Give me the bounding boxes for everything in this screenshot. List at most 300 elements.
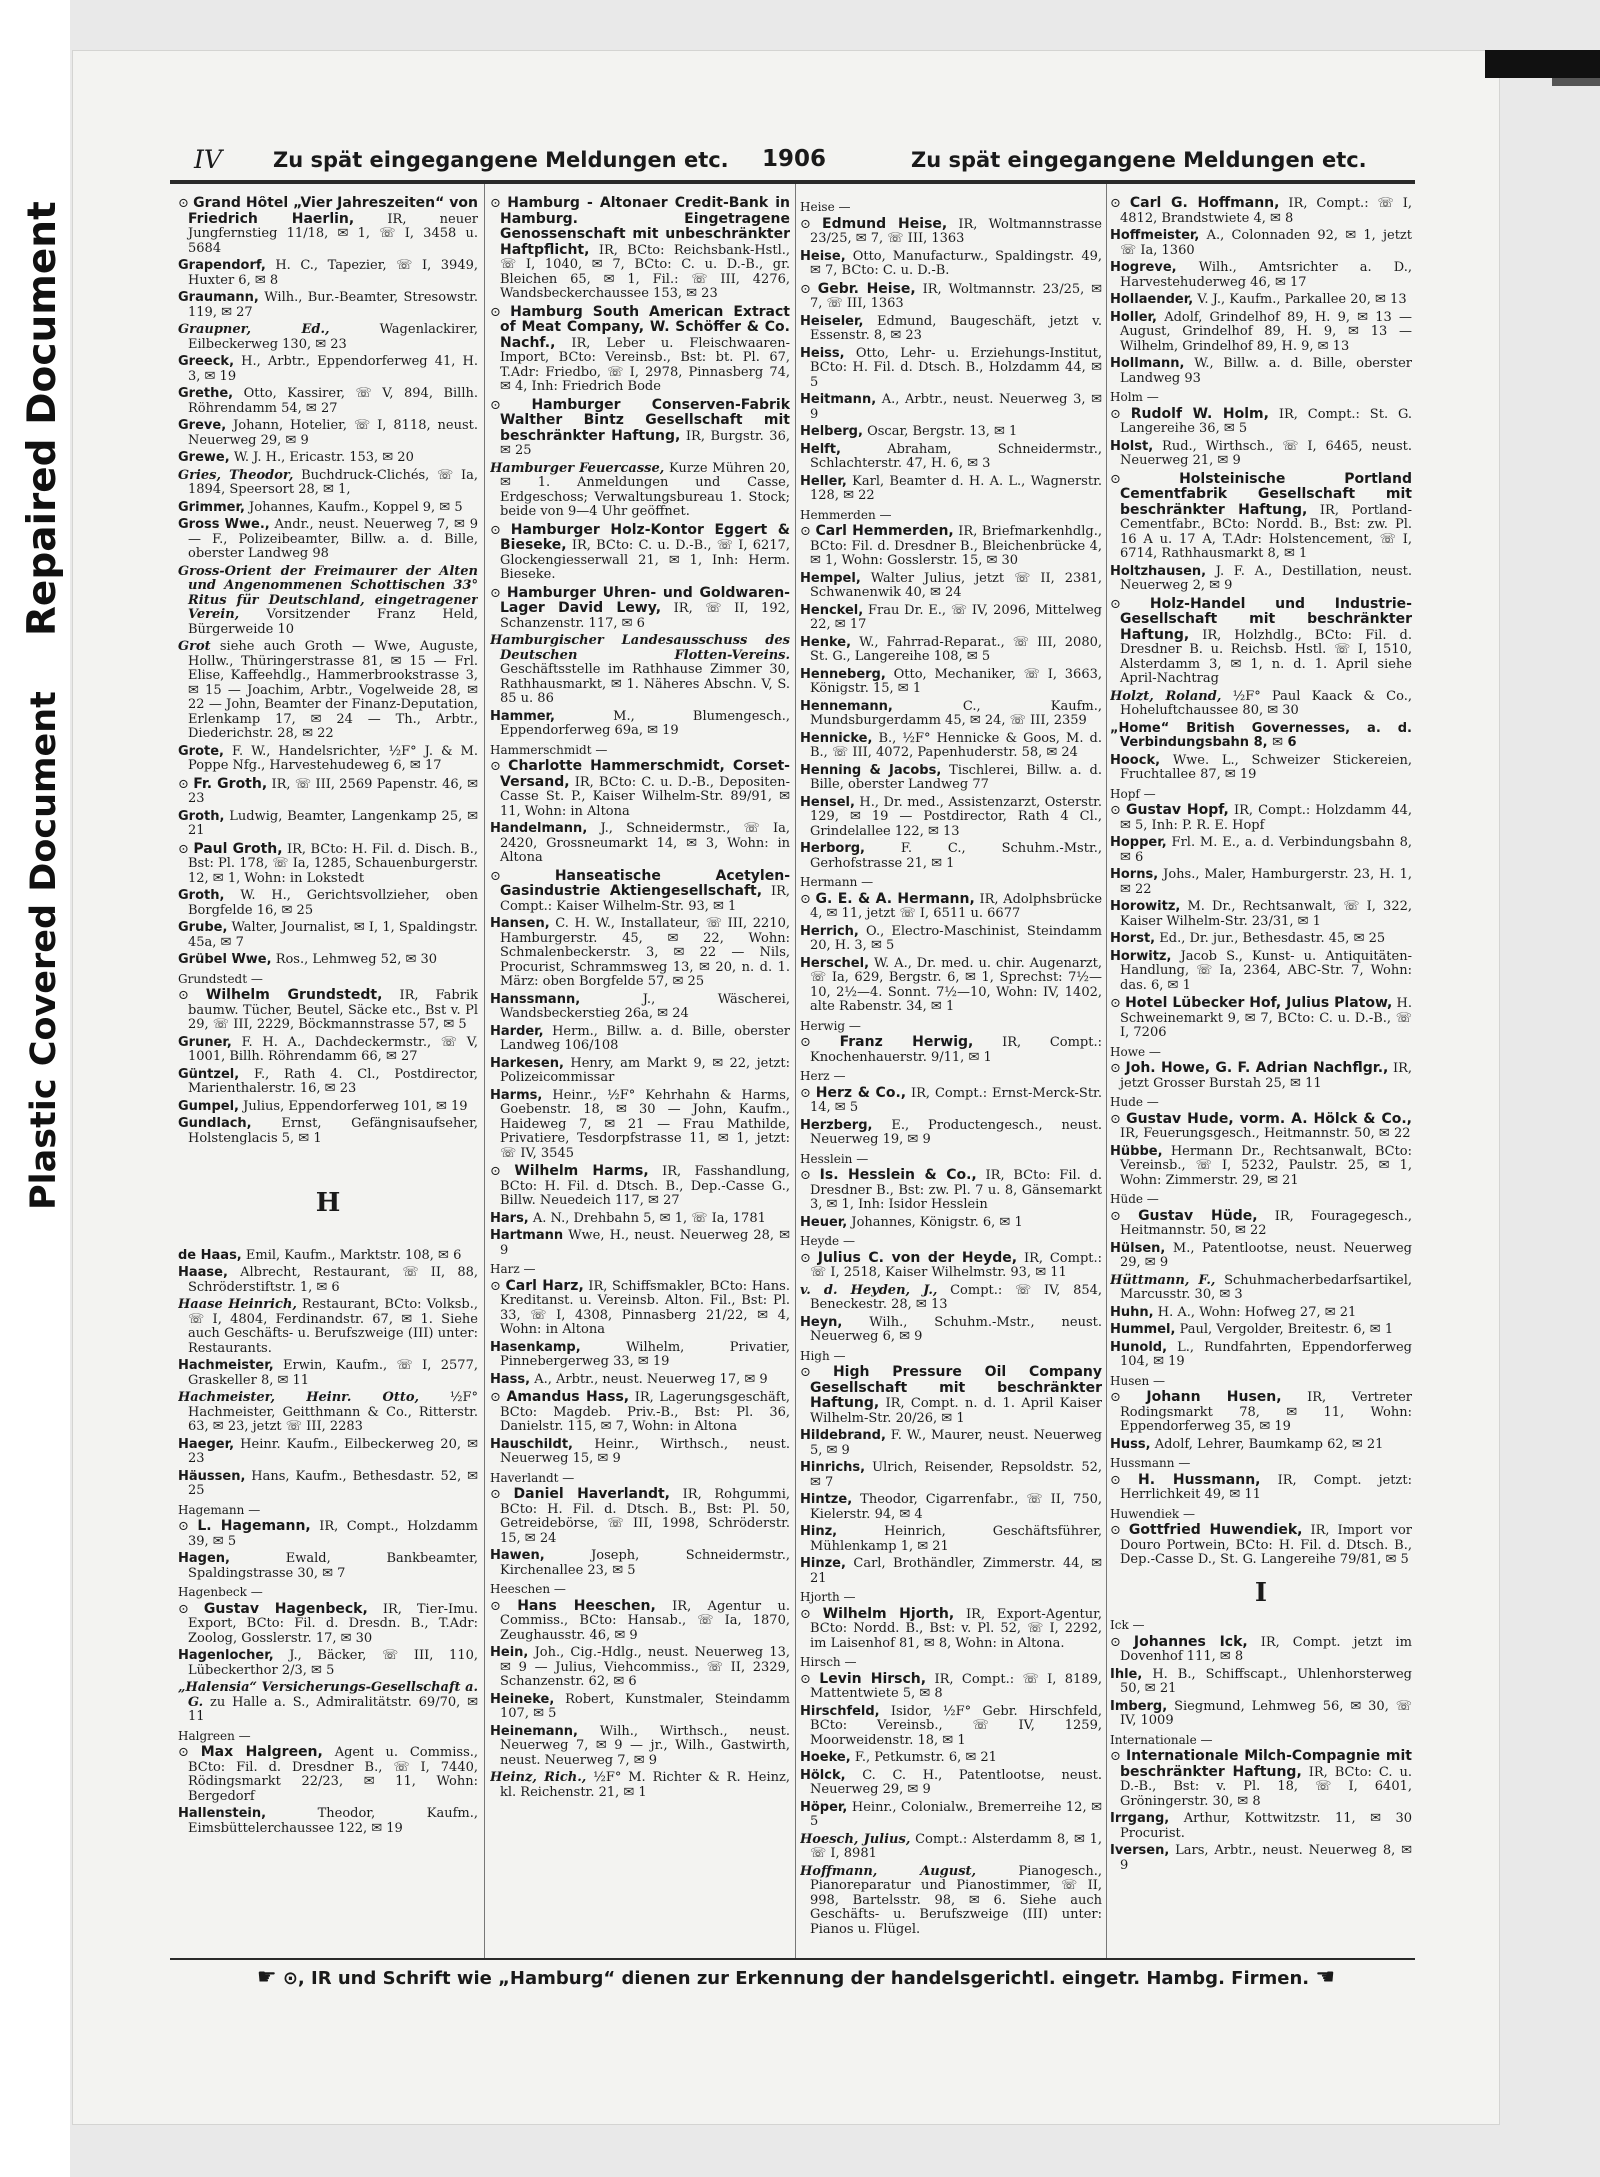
- entry-name: Fr. Groth,: [193, 775, 268, 792]
- column-divider-1: [484, 184, 485, 1958]
- entry-details: IR, Compt. jetzt: Herrlichkeit 49, ✉ 11: [1120, 1472, 1412, 1502]
- entry-name: Hennemann,: [800, 698, 893, 714]
- directory-entry: [1110, 1341, 1412, 1370]
- directory-entry: [1110, 1274, 1412, 1303]
- header-title-left: Zu spät eingegangene Meldungen etc.: [273, 148, 729, 172]
- directory-entry: [1110, 1145, 1412, 1189]
- entry-name: de Haas,: [178, 1247, 242, 1263]
- registered-firm-icon: ⊙: [178, 1519, 198, 1534]
- entry-details: Wwe, H., neust. Neuerweg 28, ✉ 9: [500, 1228, 790, 1258]
- entry-details: F., Petkumstr. 6, ✉ 21: [854, 1750, 997, 1765]
- registered-firm-icon: ⊙: [178, 1601, 204, 1617]
- entry-details: Henry, am Markt 9, ✉ 22, jetzt: Polizeicommissar: [500, 1055, 790, 1085]
- entry-name: Carl Hemmerden,: [815, 523, 954, 539]
- entry-name: Gustav Hagenbeck,: [203, 1600, 368, 1617]
- entry-details: Andr., neust. Neuerweg 7, ✉ 9 — F., Polizeibeamter, Billw. a. d. Bille, oberster Landweg 98: [188, 517, 478, 561]
- registered-firm-icon: ⊙: [490, 1390, 507, 1405]
- entry-details: H. C., Tapezier, ☏ I, 3949, Huxter 6, ✉ 8: [188, 258, 478, 288]
- directory-entry: [490, 1089, 790, 1162]
- directory-entry: [178, 1359, 478, 1388]
- section-heading: [178, 1585, 478, 1600]
- directory-entry: [178, 777, 478, 807]
- entry-details: zu Halle a. S., Admiralitätstr. 69/70, ✉ 11: [188, 1694, 478, 1724]
- entry-details: J., Bäcker, ☏ III, 110, Lübeckerthor 2/3, ✉ 5: [188, 1648, 478, 1678]
- entry-details: ½F° M. Richter & R. Heinz, kl. Reichenstr. 21, ✉ 1: [500, 1770, 790, 1800]
- registered-firm-icon: ⊙: [1110, 1390, 1147, 1405]
- directory-entry: [800, 1365, 1102, 1426]
- entry-name: Wilhelm Harms,: [514, 1163, 649, 1179]
- entry-name: Hogreve,: [1110, 260, 1177, 275]
- entry-name: Hüde —: [1110, 1192, 1159, 1206]
- entry-details: Emil, Kaufm., Marktstr. 108, ✉ 6: [245, 1247, 462, 1263]
- directory-entry: [178, 1681, 478, 1725]
- entry-details: Otto, Mechaniker, ☏ I, 3663, Königstr. 15, ✉ 1: [810, 666, 1102, 696]
- directory-entry: [1110, 565, 1412, 594]
- directory-entry: [1110, 1844, 1412, 1873]
- directory-entry: [800, 1769, 1102, 1798]
- entry-details: Heinr., Wirthsch., neust. Neuerweg 15, ✉ 9: [500, 1436, 790, 1466]
- directory-entry: [800, 347, 1102, 391]
- section-heading: [800, 200, 1102, 215]
- directory-entry: [1110, 950, 1412, 994]
- section-heading: [800, 508, 1102, 523]
- entry-name: Daniel Haverlandt,: [513, 1486, 670, 1502]
- directory-entry: [800, 1607, 1102, 1652]
- directory-entry: [800, 1251, 1102, 1281]
- entry-name: Hamburgischer Landesausschuss des Deutschen Flotten-Vereins.: [490, 633, 790, 663]
- entry-name: Grewe,: [178, 450, 230, 465]
- entry-name: Greve,: [178, 418, 227, 433]
- entry-name: Grapendorf,: [178, 258, 266, 273]
- registered-firm-icon: ⊙: [1110, 196, 1130, 211]
- directory-entry: [490, 1693, 790, 1722]
- directory-entry: [1110, 868, 1412, 897]
- directory-entry: [178, 387, 478, 416]
- registered-firm-icon: ⊙: [178, 1745, 201, 1760]
- entry-name: Irrgang,: [1110, 1811, 1170, 1826]
- page-header: [178, 141, 1410, 181]
- directory-entry: [800, 700, 1102, 729]
- entry-details: V. J., Kaufm., Parkallee 20, ✉ 13: [1197, 292, 1407, 307]
- directory-entry: [1110, 1473, 1412, 1503]
- entry-details: IR, Tier-Imu. Export, BCto: Fil. d. Dresdn. B., T.Adr: Zoolog, Gosslerstr. 17, ✉ 30: [188, 1601, 478, 1646]
- directory-entry: [800, 1672, 1102, 1702]
- directory-entry: [800, 443, 1102, 472]
- entry-details: IR, Compt., Holzdamm 39, ✉ 5: [188, 1519, 478, 1549]
- entry-name: Hachmeister, Heinr. Otto,: [178, 1390, 420, 1405]
- entry-details: Johann, Hotelier, ☏ I, 8118, neust. Neuerweg 29, ✉ 9: [188, 418, 478, 448]
- entry-name: Graupner, Ed.,: [178, 322, 330, 337]
- directory-entry: [490, 869, 790, 915]
- entry-name: Herzberg,: [800, 1117, 873, 1133]
- entry-details: IR, Fouragegesch., Heitmannstr. 50, ✉ 22: [1120, 1208, 1412, 1238]
- directory-entry: [178, 565, 478, 638]
- entry-name: Groth,: [178, 888, 225, 903]
- page-number: IV: [194, 145, 222, 174]
- entry-details: Arthur, Kottwitzstr. 11, ✉ 30 Procurist.: [1120, 1811, 1412, 1841]
- directory-entry: [1110, 472, 1412, 562]
- directory-entry: [178, 889, 478, 918]
- entry-details: IR, BCto: Fil. d. Dresdner B., Bst: zw. Pl. 7 u. 8, Gänsemarkt 3, ✉ 1, Inh: Isidor Hesslein: [810, 1168, 1102, 1212]
- entry-name: Gustav Hopf,: [1125, 802, 1229, 818]
- section-heading: [490, 1471, 790, 1486]
- directory-entry: [178, 1519, 478, 1549]
- pointing-hand-right-icon: ☚: [1315, 1965, 1336, 1990]
- directory-entry: [800, 475, 1102, 504]
- entry-details: H. B., Schiffscapt., Uhlenhorsterweg 50, ✉ 21: [1120, 1666, 1412, 1696]
- entry-details: IR, neuer Jungfernstieg 11/18, ✉ 1, ☏ I, 3458 u. 5684: [188, 211, 478, 256]
- directory-entry: [1110, 1390, 1412, 1435]
- directory-entry: [800, 925, 1102, 954]
- directory-entry: [800, 572, 1102, 601]
- registered-firm-icon: ⊙: [490, 1598, 518, 1614]
- section-heading: [800, 1069, 1102, 1084]
- directory-entry: [490, 398, 790, 459]
- entry-name: Hans Heeschen,: [517, 1597, 656, 1614]
- entry-details: Walter, Journalist, ✉ I, 1, Spaldingstr. 45a, ✉ 7: [188, 920, 478, 950]
- entry-name: Hülsen,: [1110, 1240, 1166, 1256]
- entry-name: Hollaender,: [1110, 292, 1194, 307]
- entry-name: Heinemann,: [490, 1723, 578, 1739]
- directory-entry: [178, 196, 478, 256]
- entry-name: Hars,: [490, 1210, 529, 1226]
- entry-details: Frl. M. E., a. d. Verbindungsbahn 8, ✉ 6: [1120, 835, 1412, 865]
- registered-firm-icon: ⊙: [1110, 471, 1180, 487]
- section-heading: [490, 1582, 790, 1597]
- entry-details: Wilh., Schuhm.-Mstr., neust. Neuerweg 6, ✉ 9: [810, 1314, 1102, 1344]
- entry-details: Ernst, Gefängnisaufseher, Holstenglacis 5, ✉ 1: [188, 1116, 478, 1146]
- directory-entry: [178, 810, 478, 839]
- directory-entry: [178, 1266, 478, 1295]
- directory-entry: [1110, 754, 1412, 783]
- entry-name: Hagenlocher,: [178, 1648, 274, 1663]
- entry-details: IR, Compt. n. d. 1. April Kaiser Wilhelm-Str. 20/26, ✉ 1: [810, 1396, 1102, 1426]
- entry-details: Otto, Kassirer, ☏ V, 894, Billh. Röhrendamm 54, ✉ 27: [188, 386, 478, 416]
- directory-entry: [178, 355, 478, 384]
- section-letter: I: [1254, 1577, 1268, 1608]
- section-heading: [1110, 1045, 1412, 1060]
- entry-name: Hamburger Feuercasse,: [490, 460, 665, 476]
- directory-entry: [178, 1470, 478, 1499]
- entry-details: F., Rath 4. Cl., Postdirector, Marienthalerstr. 16, ✉ 23: [188, 1066, 478, 1096]
- entry-name: Grube,: [178, 920, 228, 935]
- directory-entry: [490, 1341, 790, 1370]
- column-2: [490, 196, 790, 1952]
- entry-name: Harder,: [490, 1023, 544, 1039]
- directory-entry: [1110, 900, 1412, 929]
- entry-details: IR, jetzt Grosser Burstah 25, ✉ 11: [1120, 1061, 1412, 1091]
- entry-name: Haverlandt —: [490, 1470, 575, 1485]
- entry-name: Hammer,: [490, 708, 555, 724]
- directory-entry: [1110, 229, 1412, 258]
- entry-name: Gustav Hüde,: [1138, 1207, 1258, 1224]
- directory-entry: [1110, 1323, 1412, 1338]
- registered-firm-icon: ⊙: [1110, 1523, 1129, 1538]
- directory-entry: [1110, 311, 1412, 355]
- entry-details: H., Dr. med., Assistenzarzt, Osterstr. 129, ✉ 19 — Postdirector, Rath 4 Cl., Grindelallee 122, ✉ 13: [810, 794, 1102, 839]
- entry-name: Gustav Hude, vorm. A. Hölck & Co.,: [1126, 1110, 1412, 1127]
- directory-entry: [1110, 440, 1412, 469]
- entry-details: C., Kaufm., Mundsburgerdamm 45, ✉ 24, ☏ III, 2359: [810, 698, 1102, 728]
- directory-entry: [800, 1493, 1102, 1522]
- directory-entry: [178, 921, 478, 950]
- directory-entry: [178, 1068, 478, 1097]
- entry-details: IR, Schiffsmakler, BCto: Hans. Kreditanst. u. Vereinsb. Alton. Fil., Bst: Pl. 33, ☏ I, 4308, Pinnasberg 21/22, ✉ 4, Wohn: in Altona: [500, 1278, 790, 1337]
- entry-details: IR, Woltmannstrasse 23/25, ✉ 7, ☏ III, 1363: [810, 216, 1102, 246]
- entry-name: Hanssmann,: [490, 991, 581, 1007]
- entry-name: Carl Harz,: [505, 1277, 584, 1294]
- section-heading: [800, 1152, 1102, 1167]
- entry-details: J. F. A., Destillation, neust. Neuerweg 2, ✉ 9: [1120, 563, 1412, 593]
- registered-firm-icon: ⊙: [1110, 1749, 1126, 1764]
- entry-details: IR, Compt.: Holzdamm 44, ✉ 5, Inh: P. R. E. Hopf: [1120, 803, 1412, 833]
- directory-entry: [490, 1164, 790, 1209]
- entry-name: Hinz,: [800, 1524, 838, 1539]
- directory-entry: [800, 393, 1102, 422]
- entry-details: Albrecht, Restaurant, ☏ II, 88, Schröderstiftstr. 1, ✉ 6: [188, 1265, 478, 1295]
- directory-entry: [1110, 722, 1412, 751]
- directory-entry: [800, 1751, 1102, 1766]
- entry-details: C. H. W., Installateur, ☏ III, 2210, Hamburgerstr. 45, ✉ 22, Wohn: Schmalenbeckerstr. 3, ✉ 22 — Nils, Procurist, Schrammsweg 13, ✉ 20, n. d. 1. März: oben Borgfelde 57, ✉ 25: [500, 916, 790, 989]
- directory-entry: [1110, 1112, 1412, 1142]
- entry-name: Hass,: [490, 1371, 531, 1387]
- entry-details: Erwin, Kaufm., ☏ I, 2577, Graskeller 8, ✉ 11: [188, 1358, 478, 1388]
- entry-name: Hoesch, Julius,: [800, 1831, 911, 1847]
- column-1: [178, 196, 478, 1952]
- entry-details: Carl, Brothändler, Zimmerstr. 44, ✉ 21: [810, 1556, 1102, 1586]
- header-year: 1906: [762, 146, 827, 172]
- registered-firm-icon: ⊙: [1110, 1111, 1127, 1127]
- registered-firm-icon: ⊙: [490, 1487, 514, 1502]
- registered-firm-icon: ⊙: [800, 1085, 816, 1101]
- entry-details: IR, BCto: C. u. D.-B., Bst: v. Pl. 18, ☏ I, 6401, Gröningerstr. 30, ✉ 8: [1120, 1764, 1412, 1809]
- entry-name: Gries, Theodor,: [178, 467, 294, 483]
- directory-entry: [490, 1025, 790, 1054]
- registered-firm-icon: ⊙: [490, 196, 508, 211]
- entry-details: W. H., Gerichtsvollzieher, oben Borgfelde 16, ✉ 25: [188, 888, 478, 918]
- section-heading: [800, 1234, 1102, 1249]
- entry-details: Agent u. Commiss., BCto: Fil. d. Dresdner B., ☏ I, 7440, Rödingsmarkt 22/23, ✉ 11, Wohn: Bergedorf: [188, 1745, 478, 1804]
- directory-entry: [1110, 357, 1412, 386]
- entry-details: Robert, Kunstmaler, Steindamm 107, ✉ 5: [500, 1691, 790, 1721]
- entry-name: Hartmann: [490, 1228, 564, 1243]
- entry-details: W. A., Dr. med. u. chir. Augenarzt, ☏ Ia, 629, Bergstr. 6, ✉ 1, Sprechst: 7½—10, 2½—4. Sonnt. 7½—10, Wohn: IV, 1402, alte Rabenstr. 34, ✉ 1: [810, 955, 1102, 1014]
- registered-firm-icon: ⊙: [178, 988, 206, 1003]
- directory-entry: [178, 988, 478, 1033]
- directory-entry: [178, 451, 478, 466]
- entry-name: High —: [800, 1348, 846, 1363]
- entry-name: Heyn,: [800, 1314, 843, 1330]
- entry-name: Grand Hôtel „Vier Jahreszeiten“ von Friedrich Haerlin,: [188, 196, 478, 227]
- entry-name: Heitmann,: [800, 392, 877, 407]
- entry-details: Joh., Cig.-Hdlg., neust. Neuerweg 13, ✉ 9 — Julius, Viehcommiss., ☏ II, 2329, Schanzenstr. 62, ✉ 6: [500, 1645, 790, 1689]
- entry-details: Compt.: Alsterdamm 8, ✉ 1, ☏ I, 8981: [810, 1831, 1102, 1861]
- entry-name: Hinze,: [800, 1556, 846, 1571]
- entry-name: Heineke,: [490, 1691, 555, 1707]
- directory-entry: [800, 604, 1102, 633]
- entry-name: Internationale Milch-Compagnie mit beschränkter Haftung,: [1120, 1748, 1412, 1780]
- entry-details: Wilh., Wirthsch., neust. Neuerweg 7, ✉ 9 — jr., Wilh., Gastwirth, neust. Neuerweg 7, ✉ 9: [500, 1723, 790, 1768]
- directory-entry: [1110, 261, 1412, 290]
- entry-details: Walter Julius, jetzt ☏ II, 2381, Schwanenwik 40, ✉ 24: [810, 570, 1102, 600]
- directory-entry: [1110, 1700, 1412, 1729]
- entry-name: Horns,: [1110, 867, 1159, 882]
- entry-details: Ulrich, Reisender, Repsoldstr. 52, ✉ 7: [810, 1460, 1102, 1490]
- entry-details: H. A., Wohn: Hofweg 27, ✉ 21: [1157, 1304, 1357, 1320]
- entry-name: „Halensia“ Versicherungs-Gesellschaft a. G.: [178, 1680, 478, 1710]
- entry-name: Hemmerden —: [800, 507, 892, 522]
- registered-firm-icon: ⊙: [1110, 1472, 1138, 1488]
- entry-details: W. J. H., Ericastr. 153, ✉ 20: [233, 450, 414, 465]
- directory-entry: [178, 291, 478, 320]
- entry-name: Iversen,: [1110, 1843, 1170, 1858]
- entry-name: Hensel,: [800, 794, 855, 810]
- registered-firm-icon: ⊙: [1110, 1634, 1134, 1650]
- entry-details: M., Patentlootse, neust. Neuerweg 29, ✉ 9: [1120, 1240, 1412, 1270]
- registered-firm-icon: ⊙: [1110, 996, 1126, 1011]
- section-heading: [800, 875, 1102, 890]
- directory-entry: [1110, 1438, 1412, 1453]
- entry-details: Vorsitzender Franz Held, Bürgerweide 10: [188, 607, 478, 637]
- directory-entry: [490, 1725, 790, 1769]
- entry-name: Ick —: [1110, 1618, 1145, 1632]
- section-heading: [1110, 1618, 1412, 1633]
- entry-details: Rud., Wirthsch., ☏ I, 6465, neust. Neuerweg 21, ✉ 9: [1120, 438, 1412, 468]
- registered-firm-icon: ⊙: [178, 776, 194, 792]
- directory-entry: [800, 1035, 1102, 1065]
- registered-firm-icon: ⊙: [800, 1606, 823, 1622]
- entry-details: IR, Export-Agentur, BCto: Nordd. B., Bst: v. Pl. 52, ☏ I, 2292, im Laisenhof 81, ✉ 8, Wohn: in Altona.: [810, 1606, 1102, 1651]
- entry-name: Heiseler,: [800, 313, 864, 329]
- registered-firm-icon: ⊙: [1110, 406, 1131, 422]
- entry-details: Ed., Dr. jur., Bethesdastr. 45, ✉ 25: [1159, 931, 1386, 946]
- directory-entry: [490, 634, 790, 707]
- entry-name: High Pressure Oil Company Gesellschaft mit beschränkter Haftung,: [810, 1364, 1102, 1411]
- entry-name: Rudolf W. Holm,: [1130, 405, 1269, 422]
- registered-firm-icon: ⊙: [800, 1250, 818, 1266]
- entry-details: IR, BCto: C. u. D.-B., ☏ I, 6217, Glockengiesserwall 21, ✉ 1, Inh: Herm. Bieseke.: [500, 538, 790, 582]
- entry-details: IR, Adolphsbrücke 4, ✉ 11, jetzt ☏ I, 6511 u. 6677: [810, 891, 1102, 921]
- entry-details: Johs., Maler, Hamburgerstr. 23, H. 1, ✉ 22: [1120, 867, 1412, 897]
- entry-details: Schuhmacherbedarfsartikel, Marcusstr. 30, ✉ 3: [1120, 1272, 1412, 1302]
- registered-firm-icon: ⊙: [490, 585, 507, 601]
- entry-details: Buchdruck-Clichés, ☏ Ia, 1894, Speersort 28, ✉ 1,: [188, 467, 478, 497]
- directory-entry: [178, 323, 478, 352]
- entry-name: v. d. Heyden, J.,: [800, 1282, 938, 1298]
- registered-firm-icon: ⊙: [178, 196, 194, 211]
- entry-details: A., Arbtr., neust. Neuerweg 3, ✉ 9: [810, 392, 1102, 422]
- directory-entry: [800, 1216, 1102, 1231]
- entry-details: Heinr. Kaufm., Eilbeckerweg 20, ✉ 23: [188, 1436, 478, 1466]
- entry-name: Wilhelm Hjorth,: [822, 1605, 955, 1622]
- directory-entry: [178, 469, 478, 498]
- entry-name: Helberg,: [800, 424, 863, 439]
- directory-entry: [178, 1438, 478, 1467]
- entry-name: Hachmeister,: [178, 1358, 274, 1373]
- directory-entry: [490, 1057, 790, 1086]
- entry-details: Ros., Lehmweg 52, ✉ 30: [275, 952, 438, 967]
- directory-entry: [178, 419, 478, 448]
- entry-details: Otto, Manufacturw., Spaldingstr. 49, ✉ 7, BCto: C. u. D.-B.: [810, 248, 1102, 278]
- directory-entry: [490, 305, 790, 395]
- directory-entry: [800, 796, 1102, 840]
- directory-entry: [1110, 1209, 1412, 1239]
- entry-name: Haase Heinrich,: [178, 1297, 297, 1312]
- entry-details: Ewald, Bankbeamter, Spaldingstrasse 30, ✉ 7: [188, 1551, 478, 1581]
- entry-name: „Home“ British Governesses, a. d. Verbindungsbahn 8, ✉ 6: [1110, 720, 1412, 750]
- registered-firm-icon: ⊙: [178, 841, 194, 857]
- entry-details: M. Dr., Rechtsanwalt, ☏ I, 322, Kaiser Wilhelm-Str. 23/31, ✉ 1: [1120, 899, 1412, 929]
- entry-details: Pianogesch., Pianoreparatur und Pianostimmer, ☏ II, 998, Bartelsstr. 98, ✉ 6. Siehe auch Geschäfts- u. Berufszweige (III) unter: Pianos u. Flügel.: [810, 1863, 1102, 1937]
- entry-name: Grethe,: [178, 386, 234, 401]
- entry-name: Herz —: [800, 1069, 846, 1083]
- entry-name: Joh. Howe, G. F. Adrian Nachflgr.,: [1125, 1060, 1389, 1076]
- directory-entry: [800, 1086, 1102, 1116]
- directory-entry: [490, 1212, 790, 1227]
- entry-name: Wilhelm Grundstedt,: [205, 987, 383, 1003]
- entry-name: Hildebrand,: [800, 1428, 886, 1443]
- entry-details: IR, BCto: C. u. D.-B., Depositen-Casse St. P., Kaiser Wilhelm-Str. 89/91, ✉ 11, Wohn: in Altona: [500, 774, 790, 819]
- section-heading: [1110, 1507, 1412, 1522]
- section-heading: [178, 1503, 478, 1518]
- entry-details: C. C. H., Patentlootse, neust. Neuerweg 29, ✉ 9: [810, 1767, 1102, 1797]
- entry-name: Hübbe,: [1110, 1143, 1163, 1159]
- entry-name: Herschel,: [800, 955, 870, 971]
- directory-entry: [178, 1745, 478, 1804]
- directory-entry: [1110, 996, 1412, 1041]
- section-letter: H: [315, 1188, 341, 1218]
- entry-name: Heyde —: [800, 1234, 855, 1248]
- section-heading: [800, 1655, 1102, 1670]
- directory-entry: [1110, 1668, 1412, 1697]
- entry-details: IR, Woltmannstr. 23/25, ✉ 7, ☏ III, 1363: [810, 281, 1102, 311]
- entry-name: Holm —: [1110, 390, 1159, 404]
- entry-name: Johannes Ick,: [1133, 1633, 1248, 1650]
- directory-entry: [178, 1100, 478, 1115]
- entry-name: Hirsch —: [800, 1655, 857, 1669]
- directory-entry: [178, 842, 478, 887]
- entry-details: IR, Compt.: ☏ I, 8189, Mattentwiete 5, ✉ 8: [810, 1671, 1102, 1701]
- entry-name: Horowitz,: [1110, 899, 1181, 914]
- entry-name: Gross-Orient der Freimaurer der Alten und Angenommenen Schottischen 33° Ritus für Deutschland, eingetragener Verein,: [178, 563, 478, 622]
- entry-name: Herwig —: [800, 1018, 861, 1033]
- entry-name: Hasenkamp,: [490, 1339, 581, 1355]
- entry-name: Hotel Lübecker Hof, Julius Platow,: [1125, 995, 1393, 1011]
- directory-entry: [490, 822, 790, 866]
- directory-entry: [1110, 803, 1412, 833]
- entry-name: Charlotte Hammerschmidt, Corset-Versand,: [500, 758, 790, 790]
- registered-firm-icon: ⊙: [800, 1035, 840, 1050]
- entry-name: Huwendiek —: [1110, 1506, 1196, 1521]
- registered-firm-icon: ⊙: [490, 1278, 506, 1294]
- entry-name: Hopper,: [1110, 835, 1167, 850]
- entry-name: Grot: [178, 639, 211, 654]
- entry-name: Hagemann —: [178, 1502, 261, 1517]
- entry-details: J., Wäscherei, Wandsbeckerstieg 26a, ✉ 24: [500, 991, 790, 1021]
- entry-name: Howe —: [1110, 1044, 1161, 1059]
- entry-name: Gruner,: [178, 1034, 232, 1050]
- directory-entry: [490, 759, 790, 819]
- entry-name: Hermann —: [800, 875, 874, 889]
- side-label-plastic: Plastic Covered Document: [24, 691, 64, 1210]
- entry-details: Compt.: ☏ IV, 854, Beneckestr. 28, ✉ 13: [810, 1282, 1102, 1312]
- directory-entry: [178, 1117, 478, 1146]
- entry-name: Carl G. Hoffmann,: [1129, 196, 1280, 211]
- directory-entry: [800, 892, 1102, 922]
- directory-entry: [1110, 1749, 1412, 1809]
- entry-name: G. E. & A. Hermann,: [815, 890, 975, 907]
- entry-name: Hanseatische Acetylen-Gasindustrie Aktiengesellschaft,: [500, 867, 790, 899]
